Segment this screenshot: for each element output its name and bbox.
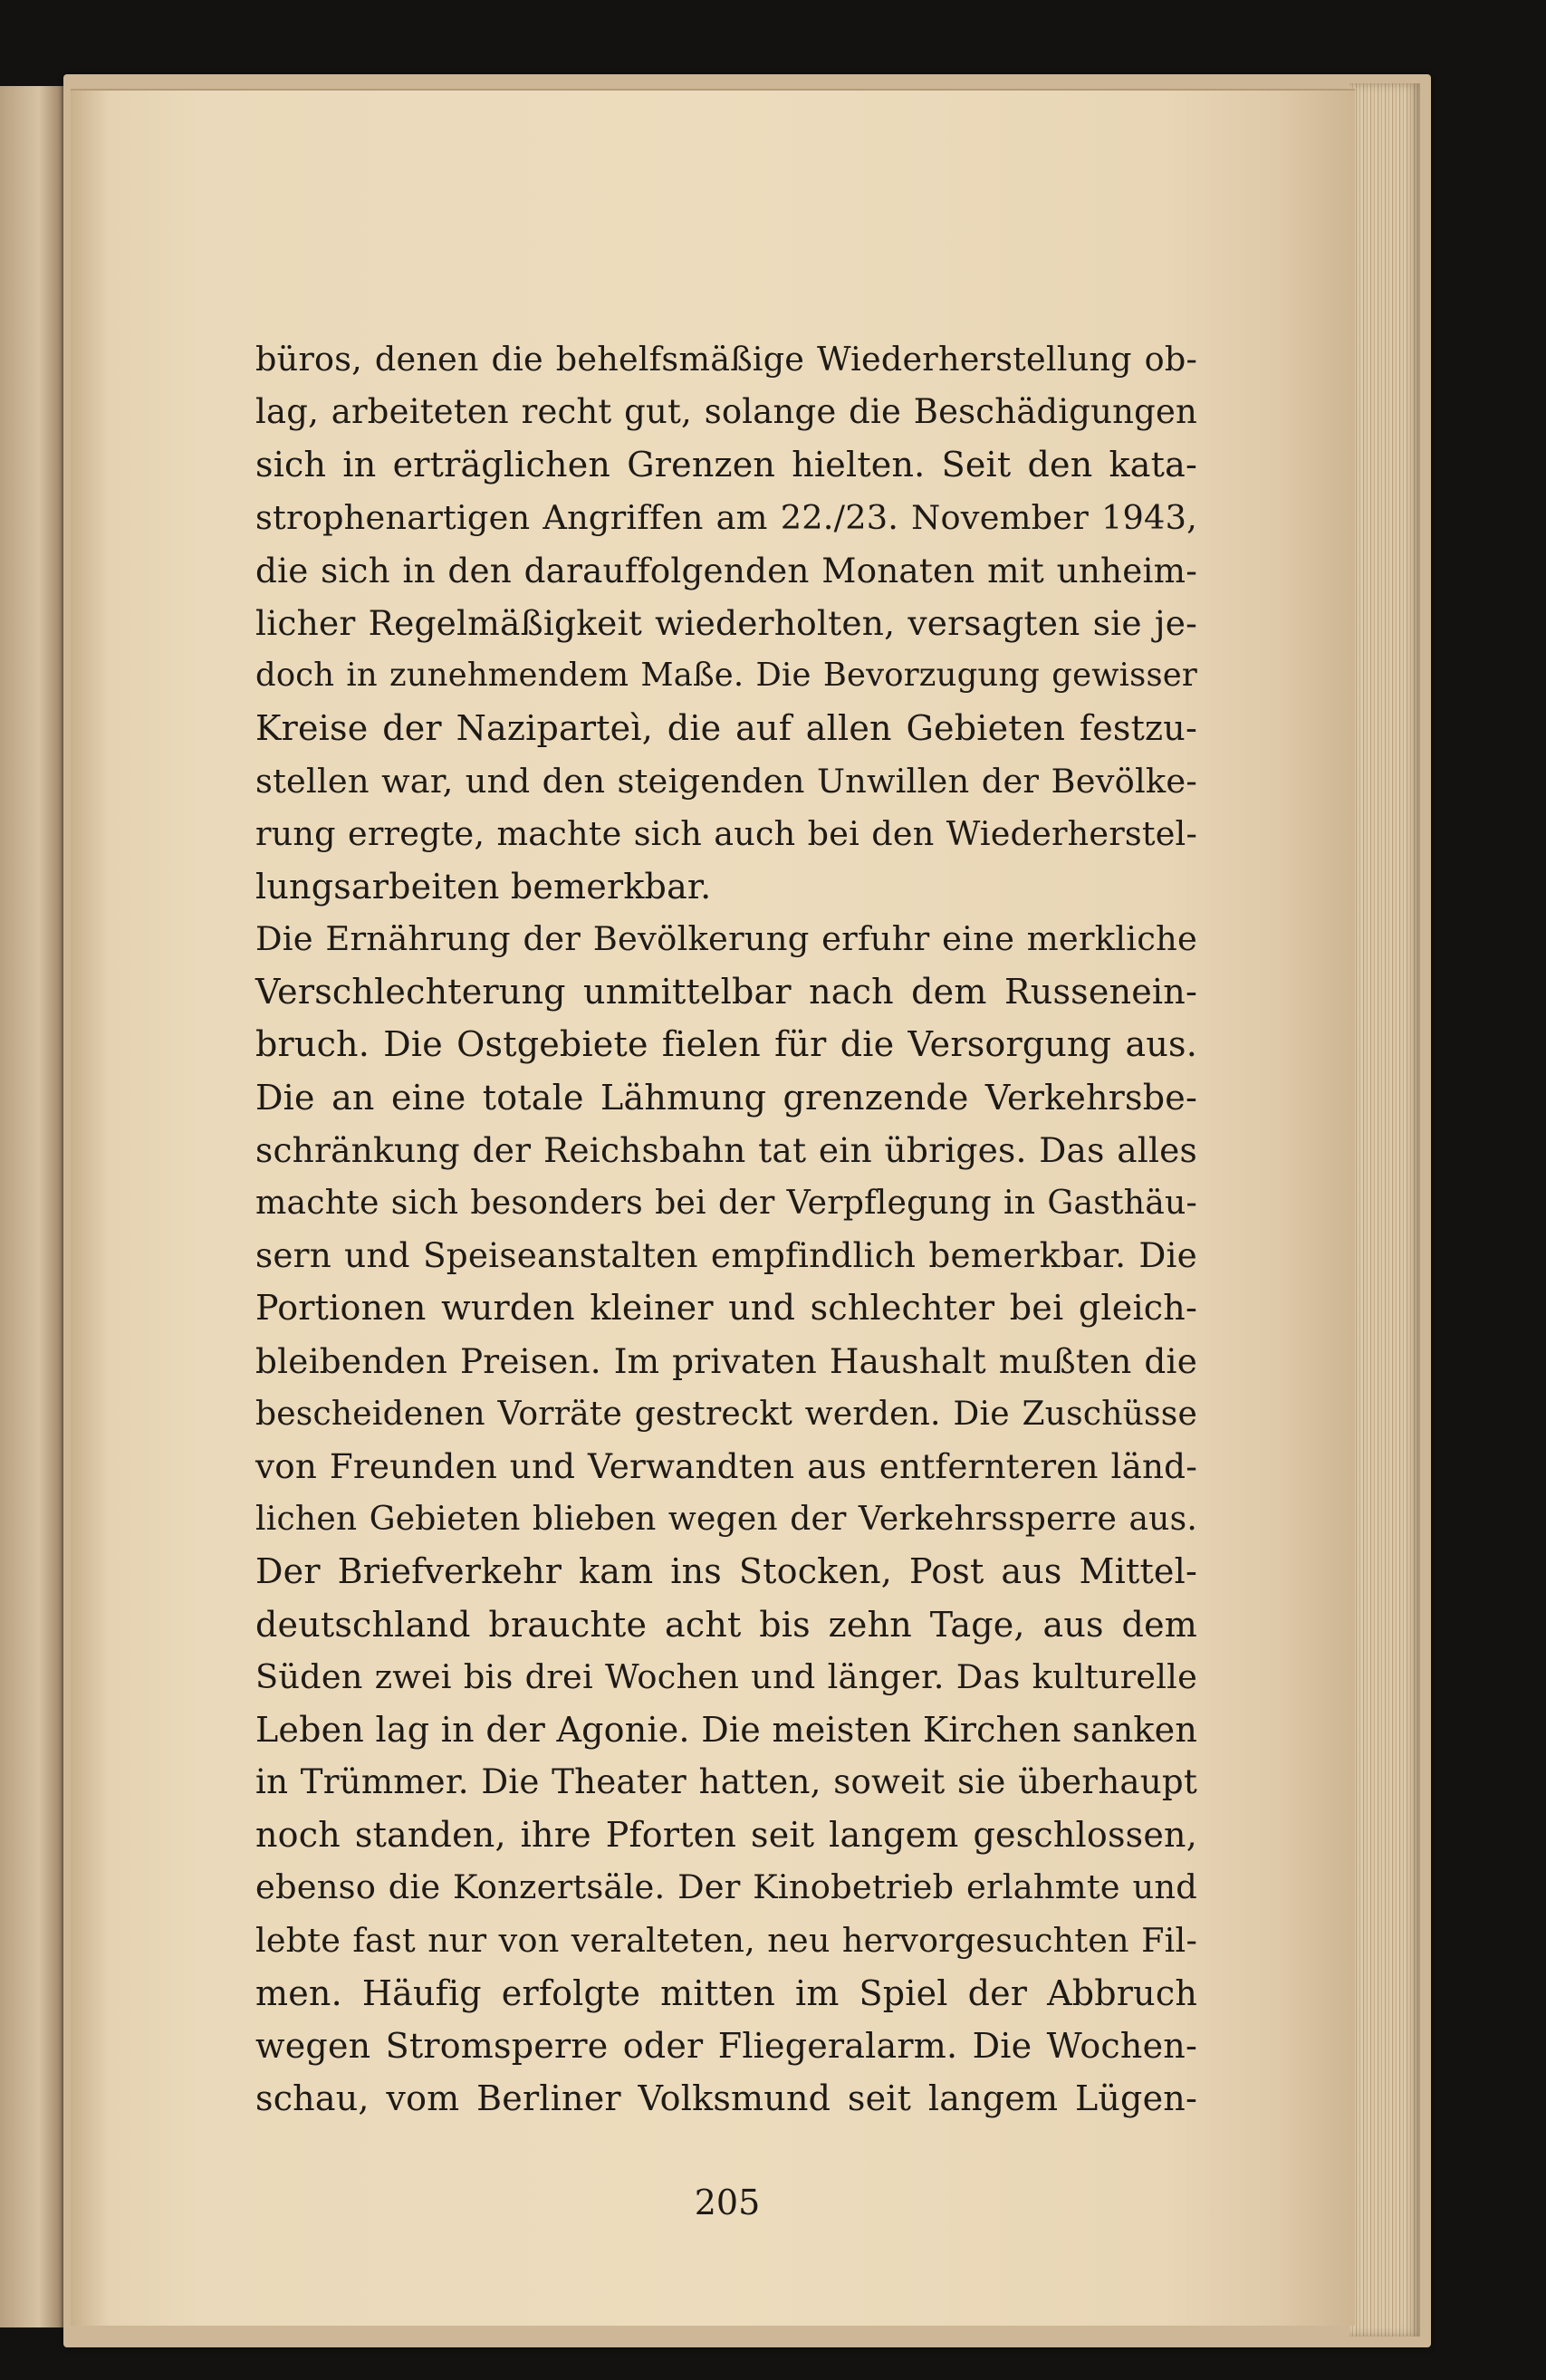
text-line: bruch. Die Ostgebiete fielen für die Versorgung aus. (255, 1024, 1197, 1065)
text-line: men. Häufig erfolgte mitten im Spiel der Abbruch (255, 1972, 1197, 2013)
text-line: lebte fast nur von veralteten, neu hervorgesuchten Fil- (255, 1920, 1197, 1960)
text-line: Leben lag in der Agonie. Die meisten Kirchen sanken (255, 1709, 1197, 1750)
text-line: Die an eine totale Lähmung grenzende Verkehrsbe- (255, 1077, 1197, 1118)
body-text (255, 333, 1197, 2125)
text-line: rung erregte, machte sich auch bei den Wiederherstel- (255, 813, 1197, 853)
text-line: bescheidenen Vorräte gestreckt werden. Die Zuschüsse (255, 1394, 1197, 1433)
text-line: strophenartigen Angriffen am 22./23. November 1943, (255, 497, 1197, 537)
text-line: sich in erträglichen Grenzen hielten. Seit den kata- (255, 445, 1197, 485)
text-line: lichen Gebieten blieben wegen der Verkehrssperre aus. (255, 1500, 1197, 1539)
text-line: doch in zunehmendem Maße. Die Bevorzugung gewisser (255, 657, 1197, 695)
text-line: Der Briefverkehr kam ins Stocken, Post aus Mittel- (255, 1551, 1197, 1592)
text-line: deutschland brauchte acht bis zehn Tage, aus dem (255, 1604, 1197, 1645)
text-line: lag, arbeiteten recht gut, solange die Beschädigungen (255, 392, 1197, 432)
book-page (71, 89, 1355, 2326)
facing-page-edge (0, 86, 71, 2327)
text-line: Kreise der Naziparteì, die auf allen Gebieten festzu- (255, 708, 1197, 749)
text-line: ebenso die Konzertsäle. Der Kinobetrieb erlahmte und (255, 1867, 1197, 1907)
text-line: bleibenden Preisen. Im privaten Haushalt mußten die (255, 1340, 1197, 1381)
text-line: lungsarbeiten bemerkbar. (255, 866, 712, 907)
page-fore-edge (1349, 83, 1420, 2337)
text-line: noch standen, ihre Pforten seit langem geschlossen, (255, 1815, 1197, 1856)
text-line: Die Ernährung der Bevölkerung erfuhr eine merkliche (255, 919, 1197, 959)
page-number: 205 (694, 2183, 761, 2222)
text-line: in Trümmer. Die Theater hatten, soweit sie überhaupt (255, 1762, 1197, 1802)
text-line: Süden zwei bis drei Wochen und länger. Das kulturelle (255, 1656, 1197, 1696)
text-line: stellen war, und den steigenden Unwillen der Bevölke- (255, 761, 1197, 801)
text-line: machte sich besonders bei der Verpflegung in Gasthäu- (255, 1183, 1197, 1222)
text-line: licher Regelmäßigkeit wiederholten, versagten sie je- (255, 602, 1197, 643)
text-line: Portionen wurden kleiner und schlechter bei gleich- (255, 1288, 1197, 1329)
text-line: schränkung der Reichsbahn tat ein übriges. Das alles (255, 1129, 1197, 1170)
text-line: wegen Stromsperre oder Fliegeralarm. Die Wochen- (255, 2026, 1197, 2066)
text-line: Verschlechterung unmittelbar nach dem Russenein- (255, 972, 1197, 1012)
text-line: sern und Speiseanstalten empfindlich bemerkbar. Die (255, 1235, 1197, 1276)
text-line: die sich in den darauffolgenden Monaten mit unheim- (255, 550, 1197, 590)
text-line: schau, vom Berliner Volksmund seit langem Lügen- (255, 2078, 1197, 2119)
text-line: büros, denen die behelfsmäßige Wiederherstellung ob- (255, 340, 1197, 379)
text-line: von Freunden und Verwandten aus entfernteren länd- (255, 1445, 1197, 1486)
